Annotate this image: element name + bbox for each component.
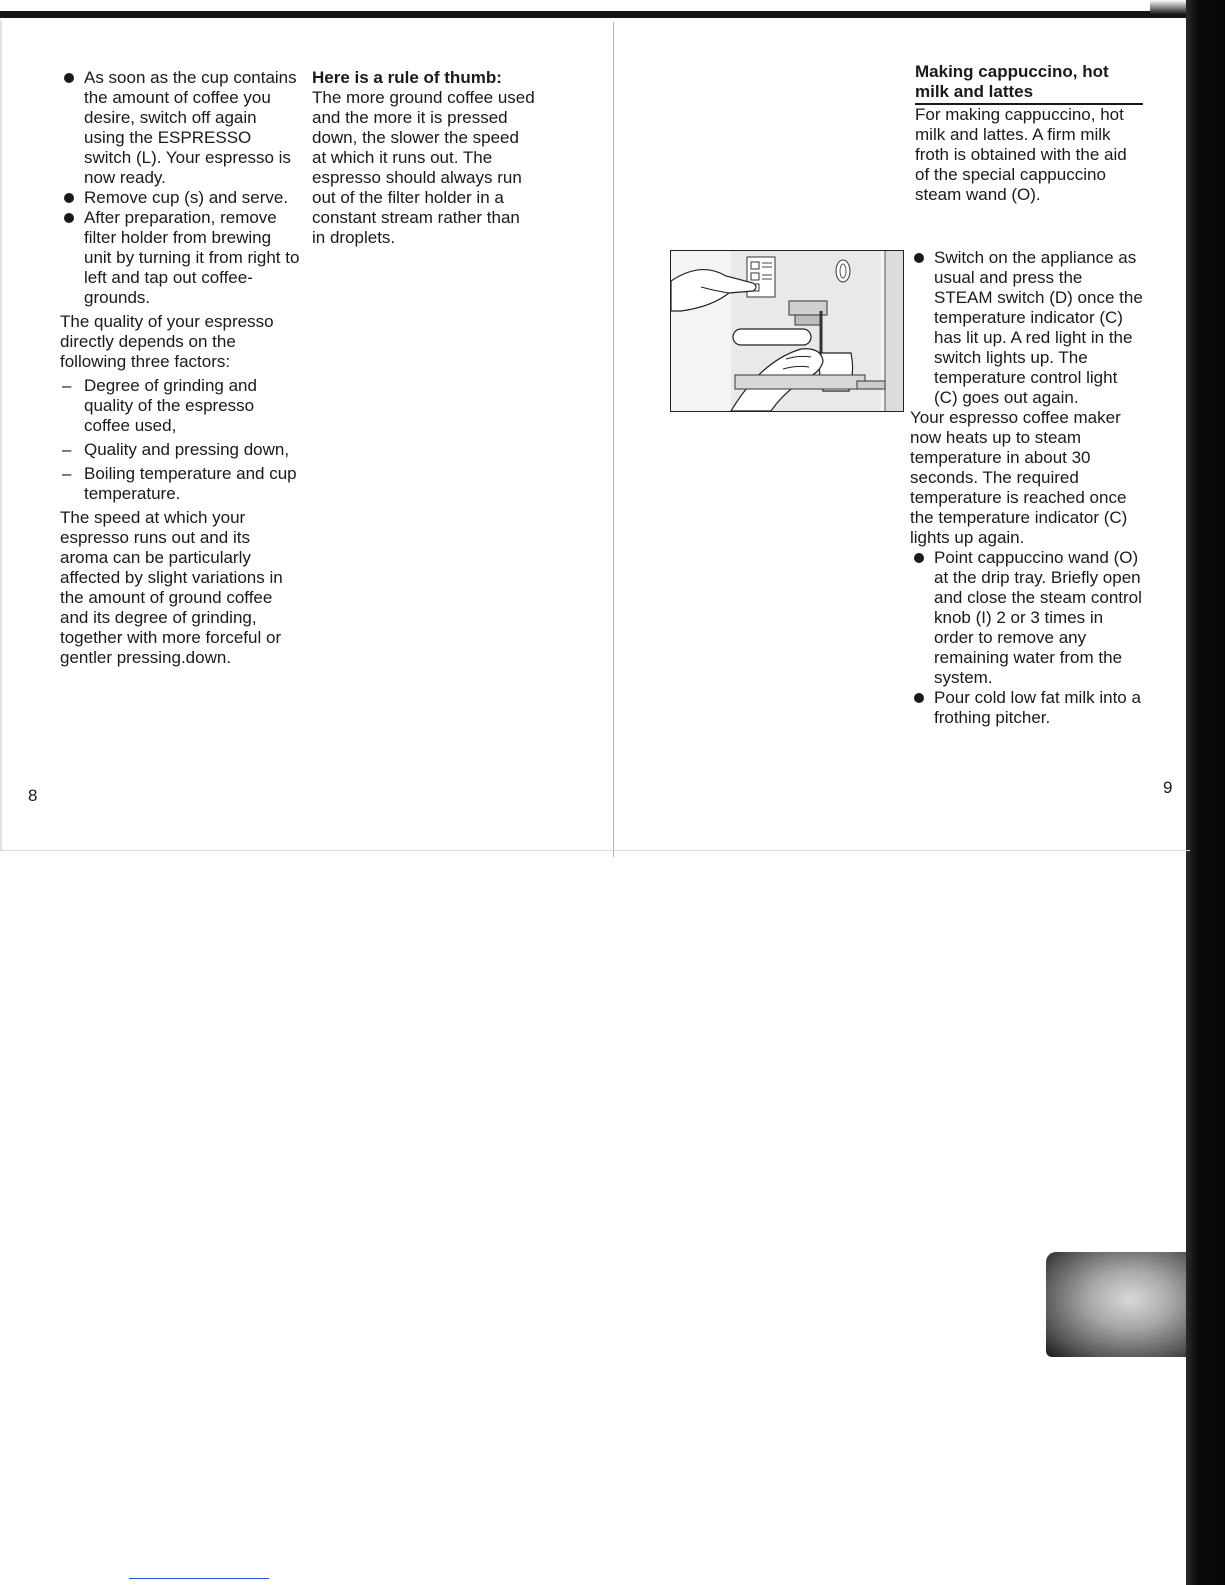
bullet-switch-on: Switch on the appliance as usual and press the STEAM switch (D) once the temperature indicator (C) has lit up. A red light in the switch lights up. The temperature control light (C) goes out again. bbox=[910, 248, 1143, 408]
page-number-right: 9 bbox=[1163, 778, 1173, 797]
section-thumb-tab bbox=[1046, 1252, 1186, 1357]
steam-wand-drawing bbox=[671, 251, 903, 411]
bullet-point-wand: Point cappuccino wand (O) at the drip tray. Briefly open and close the steam control knob (I) 2 or 3 times in order to remove any remaining water from the system. bbox=[910, 548, 1143, 688]
bullet-remove-filter: After preparation, remove filter holder from brewing unit by turning it from right to left and tap out coffee-grounds. bbox=[60, 208, 300, 308]
factor-pressing: – Quality and pressing down, bbox=[60, 440, 300, 460]
center-fold bbox=[613, 22, 614, 857]
steam-wand-illustration bbox=[670, 250, 904, 412]
factor-temperature: – Boiling temperature and cup temperature. bbox=[60, 464, 300, 504]
bullet-switch-off: As soon as the cup contains the amount of coffee you desire, switch off again using the ESPRESSO switch (L). Your espresso is now ready. bbox=[60, 68, 300, 188]
page-number-left: 8 bbox=[28, 786, 38, 805]
left-page-edge bbox=[0, 20, 2, 850]
rule-of-thumb-heading: Here is a rule of thumb: bbox=[312, 68, 502, 87]
quality-intro: The quality of your espresso directly depends on the following three factors: bbox=[60, 312, 274, 371]
factor-grinding: – Degree of grinding and quality of the espresso coffee used, bbox=[60, 376, 300, 436]
cappuccino-heading: Making cappuccino, hot milk and lattes bbox=[915, 62, 1143, 105]
rule-of-thumb-text: The more ground coffee used and the more it is pressed down, the slower the speed at which it runs out. The espresso should always run out of the filter holder in a constant stream rather than in droplets. bbox=[312, 88, 535, 247]
right-column bbox=[915, 62, 1143, 205]
bullet-remove-cup: Remove cup (s) and serve. bbox=[60, 188, 300, 208]
cappuccino-intro: For making cappuccino, hot milk and lattes. A firm milk froth is obtained with the aid of the special cappuccino steam wand (O). bbox=[915, 105, 1127, 204]
scan-right-edge-shadow bbox=[1186, 0, 1225, 1585]
page-top-edge bbox=[0, 11, 1188, 18]
heat-up-paragraph: Your espresso coffee maker now heats up to steam temperature in about 30 seconds. The required temperature is reached once the temperature indicator (C) lights up again. bbox=[910, 408, 1128, 547]
left-column-1 bbox=[60, 68, 300, 668]
bullet-pour-milk: Pour cold low fat milk into a frothing pitcher. bbox=[910, 688, 1143, 728]
left-column-2 bbox=[312, 68, 537, 248]
footer-underline bbox=[129, 1578, 269, 1579]
page-bottom-edge bbox=[0, 850, 1190, 851]
page-top-corner-shadow bbox=[1150, 0, 1188, 18]
right-column-steps bbox=[910, 248, 1143, 728]
speed-paragraph: The speed at which your espresso runs out and its aroma can be particularly affected by slight variations in the amount of ground coffee and its degree of grinding, together with more forceful or gentler pressing.down. bbox=[60, 508, 283, 667]
